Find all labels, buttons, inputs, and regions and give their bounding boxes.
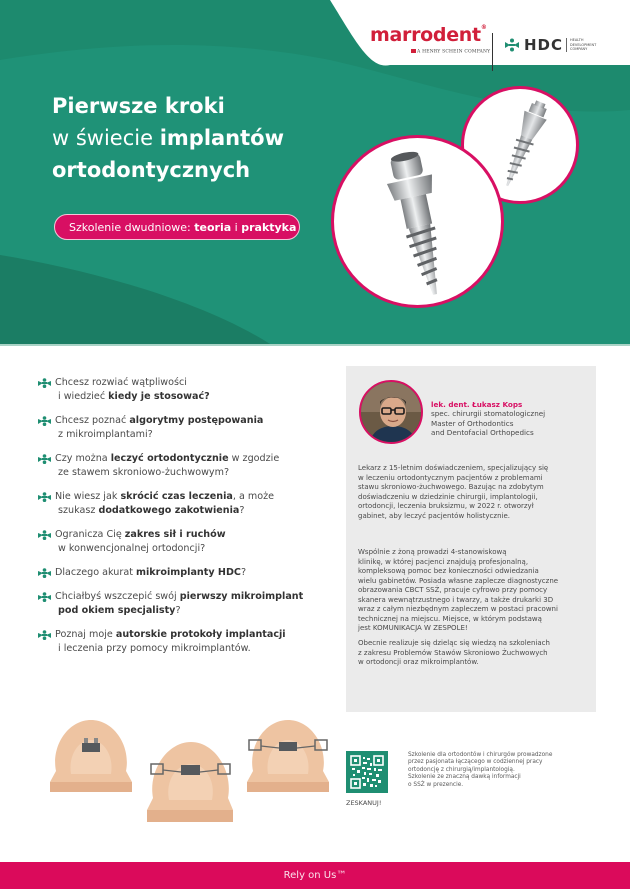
question-line-1: Chcesz rozwiać wątpliwości [55,377,187,388]
hdc-wordmark: HDC [524,36,564,54]
question-line-1: Ogranicza Cię zakres sił i ruchów [55,529,226,540]
question-line-2: w konwencjonalnej ortodoncji? [58,543,206,554]
logo-bar [0,12,630,62]
question-line-1: Nie wiesz jak skrócić czas leczenia, a może [55,491,275,502]
marrodent-logo: marrodent® [370,24,487,46]
hdc-bullet-icon [38,568,51,578]
question-line-1: Poznaj moje autorskie protokoły implantacji [55,629,286,640]
hero-bottom-rule [0,344,630,346]
question-line-2: i wiedzieć kiedy je stosować? [58,391,210,402]
qr-code-icon [350,755,384,789]
question-item [38,590,338,618]
question-line-1: Dlaczego akurat mikroimplanty HDC? [55,567,247,578]
question-line-2: i leczenia przy pomocy mikroimplantów. [58,643,251,654]
hdc-figure-icon [504,38,520,52]
question-line-2: pod okiem specjalisty? [58,605,181,616]
hdc-bullet-icon [38,630,51,640]
hdc-bullet-icon [38,416,51,426]
page-title [52,90,284,186]
speaker-panel [346,366,596,712]
question-item [38,414,338,442]
hdc-bullet-icon [38,454,51,464]
question-item [38,628,338,656]
hdc-logo [504,36,596,54]
training-type-badge: Szkolenie dwudniowe: teoria i praktyka [54,214,300,240]
question-line-2: z mikroimplantami? [58,429,153,440]
footer-slogan: Rely on Us™ [283,870,347,881]
question-line-1: Czy można leczyć ortodontycznie w zgodzie [55,453,280,464]
henry-schein-tagline: A HENRY SCHEIN COMPANY [410,49,490,55]
title-line-2: w świecie implantów [52,126,285,150]
hdc-bullet-icon [38,530,51,540]
hero-banner [0,0,630,344]
dental-models-images [38,708,338,826]
speaker-bio-paragraph-1: Lekarz z 15-letnim doświadczeniem, specjalizujący się w leczeniu ortodontycznym pacjentów z problemami stawu skroniowo-żuchwowego. Bazując na zdobytym doświadczeniu w dziedzinie chirurgii, implantologii, ortodoncji, leczenia bruksizmu, w 2022 r. otworzył gabinet, aby leczyć pacjentów holistycznie. [358,464,549,520]
question-item [38,452,338,480]
hdc-bullet-icon [38,378,51,388]
qr-description: Szkolenie dla ortodontów i chirurgów prowadzone przez pasjonata łączącego w codziennej pracy ortodoncję z chirurgią/implantologią. Szkolenie ze znaczną dawką informacji o SSŻ w prezencie. [408,752,553,788]
question-list [38,376,338,666]
dental-model-2-icon [143,736,238,826]
question-item [38,490,338,518]
speaker-avatar [359,380,423,444]
logo-divider [492,33,493,71]
hdc-bullet-icon [38,592,51,602]
speaker-bio-paragraph-2: Wspólnie z żoną prowadzi 4-stanowiskową klinikę, w której pacjenci znajdują profesjonalną, kompleksową pomoc bez konieczności odwiedzania wielu gabinetów. Posiada własne zaplecze diagnostyczne obrazowania CBCT SSŻ, pracuje cyfrowo przy pomocy skanera wewnątrzustnego i twarzy, a także drukarki 3D wraz z całym niezbędnym zapleczem w postaci pracowni technicznej na miejscu. Miejsce, w którym podstawą jest KOMUNIKACJA W ZESPOLE! [358,548,559,632]
speaker-photo-icon [361,382,423,444]
question-item [38,528,338,556]
question-line-2: szukasz dodatkowego zakotwienia? [58,505,245,516]
hdc-subtitle: HEALTH DEVELOPMENT COMPANY [566,38,596,52]
speaker-name: lek. dent. Łukasz Kops [431,400,523,409]
title-line-1: Pierwsze kroki [52,94,225,118]
dental-model-1-icon [46,716,136,796]
qr-code[interactable] [346,751,388,793]
footer-banner [0,862,630,889]
speaker-credentials: spec. chirurgii stomatologicznej Master of Orthodontics and Dentofacial Orthopedics [431,409,546,437]
implant-image-large [331,135,504,308]
micro-implant-large-icon [334,138,504,308]
question-line-2: ze stawem skroniowo-żuchwowym? [58,467,230,478]
qr-scan-label: ZESKANUJ! [346,799,382,807]
question-item [38,566,338,580]
speaker-bio-paragraph-3: Obecnie realizuje się dzieląc się wiedzą na szkoleniach z zakresu Problemów Stawów Skroniowo Żuchwowych w ortodoncji oraz mikroimplantów. [358,639,550,666]
question-item [38,376,338,404]
hdc-bullet-icon [38,492,51,502]
title-line-3: ortodontycznych [52,158,251,182]
dental-model-3-icon [243,716,333,796]
question-line-1: Chciałbyś wszczepić swój pierwszy mikroimplant [55,591,304,602]
question-line-1: Chcesz poznać algorytmy postępowania [55,415,264,426]
henry-schein-flag-icon [411,49,416,53]
